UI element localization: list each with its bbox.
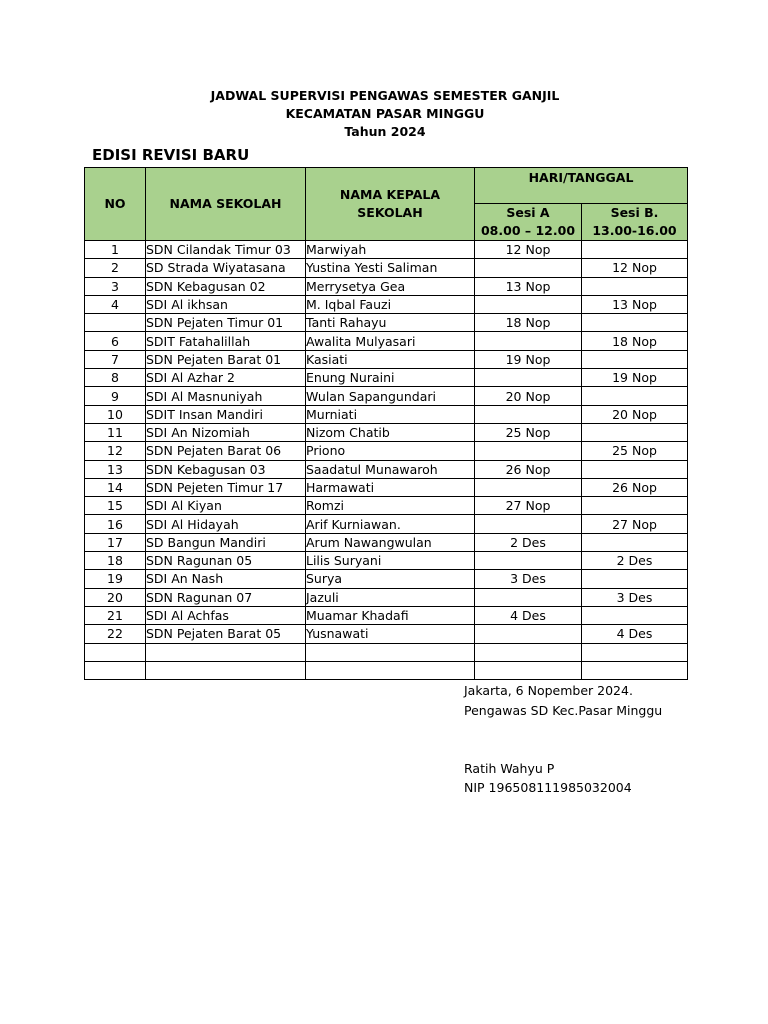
title-line-2: KECAMATAN PASAR MINGGU — [285, 106, 485, 121]
cell-sesi-b: 4 Des — [582, 625, 688, 643]
cell-no: 6 — [85, 332, 146, 350]
cell-sesi-a — [475, 661, 582, 679]
cell-sesi-a — [475, 442, 582, 460]
table-row — [85, 369, 688, 387]
header-sesi-b-time: 13.00-16.00 — [592, 223, 677, 238]
cell-sesi-a: 27 Nop — [475, 497, 582, 515]
cell-school: SDI An Nash — [146, 570, 306, 588]
cell-sesi-a: 2 Des — [475, 533, 582, 551]
cell-school: SDIT Insan Mandiri — [146, 405, 306, 423]
cell-sesi-b — [582, 606, 688, 624]
cell-sesi-b: 3 Des — [582, 588, 688, 606]
cell-head — [306, 643, 475, 661]
table-row — [85, 606, 688, 624]
cell-no: 7 — [85, 350, 146, 368]
table-row — [85, 588, 688, 606]
table-row — [85, 259, 688, 277]
cell-no: 11 — [85, 423, 146, 441]
header-day: HARI/TANGGAL — [475, 168, 688, 204]
cell-sesi-b — [582, 643, 688, 661]
cell-school: SDN Pejeten Timur 17 — [146, 478, 306, 496]
table-row — [85, 442, 688, 460]
cell-head: Arum Nawangwulan — [306, 533, 475, 551]
table-row — [85, 387, 688, 405]
cell-sesi-b — [582, 533, 688, 551]
cell-sesi-b — [582, 423, 688, 441]
cell-sesi-a: 4 Des — [475, 606, 582, 624]
signature-name: Ratih Wahyu P — [464, 761, 555, 776]
cell-sesi-b: 26 Nop — [582, 478, 688, 496]
cell-sesi-b — [582, 350, 688, 368]
cell-sesi-a — [475, 643, 582, 661]
cell-school: SD Strada Wiyatasana — [146, 259, 306, 277]
cell-school: SDI An Nizomiah — [146, 423, 306, 441]
cell-sesi-a — [475, 478, 582, 496]
cell-school: SDI Al Achfas — [146, 606, 306, 624]
cell-sesi-a — [475, 405, 582, 423]
cell-school: SDN Cilandak Timur 03 — [146, 241, 306, 259]
table-row — [85, 533, 688, 551]
cell-no: 4 — [85, 295, 146, 313]
cell-no: 9 — [85, 387, 146, 405]
cell-no: 19 — [85, 570, 146, 588]
header-head — [306, 168, 475, 241]
cell-head: Merrysetya Gea — [306, 277, 475, 295]
cell-head: Lilis Suryani — [306, 552, 475, 570]
cell-sesi-a: 18 Nop — [475, 314, 582, 332]
cell-no: 1 — [85, 241, 146, 259]
header-head-line-1: NAMA KEPALA — [339, 187, 441, 202]
cell-head: Romzi — [306, 497, 475, 515]
table-row — [85, 423, 688, 441]
cell-no — [85, 643, 146, 661]
cell-sesi-b: 19 Nop — [582, 369, 688, 387]
cell-head: Arif Kurniawan. — [306, 515, 475, 533]
cell-school: SD Bangun Mandiri — [146, 533, 306, 551]
cell-no: 10 — [85, 405, 146, 423]
cell-head: Surya — [306, 570, 475, 588]
title-line-3: Tahun 2024 — [344, 124, 426, 139]
cell-sesi-a: 26 Nop — [475, 460, 582, 478]
cell-school: SDI Al Masnuniyah — [146, 387, 306, 405]
cell-no — [85, 314, 146, 332]
table-row — [85, 460, 688, 478]
cell-school: SDI Al Hidayah — [146, 515, 306, 533]
cell-no: 14 — [85, 478, 146, 496]
cell-head: Harmawati — [306, 478, 475, 496]
cell-head: Murniati — [306, 405, 475, 423]
schedule-body — [85, 241, 688, 680]
cell-sesi-a — [475, 625, 582, 643]
table-row — [85, 241, 688, 259]
cell-school: SDN Pejaten Barat 05 — [146, 625, 306, 643]
cell-sesi-a: 13 Nop — [475, 277, 582, 295]
cell-school — [146, 661, 306, 679]
cell-sesi-a — [475, 259, 582, 277]
cell-head: Priono — [306, 442, 475, 460]
cell-sesi-b — [582, 460, 688, 478]
table-row — [85, 515, 688, 533]
cell-sesi-a — [475, 515, 582, 533]
cell-head: Awalita Mulyasari — [306, 332, 475, 350]
cell-head — [306, 661, 475, 679]
cell-sesi-b — [582, 570, 688, 588]
header-school: NAMA SEKOLAH — [146, 168, 306, 241]
cell-no: 15 — [85, 497, 146, 515]
cell-sesi-b — [582, 314, 688, 332]
cell-sesi-a: 20 Nop — [475, 387, 582, 405]
signature-role: Pengawas SD Kec.Pasar Minggu — [464, 703, 663, 718]
schedule-table — [84, 167, 688, 680]
title-line-1: JADWAL SUPERVISI PENGAWAS SEMESTER GANJIL — [210, 88, 560, 103]
cell-no: 16 — [85, 515, 146, 533]
cell-sesi-a: 3 Des — [475, 570, 582, 588]
cell-no: 21 — [85, 606, 146, 624]
table-row — [85, 570, 688, 588]
cell-school: SDI Al ikhsan — [146, 295, 306, 313]
header-no: NO — [85, 168, 146, 241]
table-row — [85, 314, 688, 332]
cell-sesi-a — [475, 295, 582, 313]
cell-no: 3 — [85, 277, 146, 295]
header-sesi-a-time: 08.00 – 12.00 — [480, 223, 576, 238]
cell-no: 22 — [85, 625, 146, 643]
cell-school: SDI Al Kiyan — [146, 497, 306, 515]
cell-school: SDN Pejaten Barat 01 — [146, 350, 306, 368]
cell-school: SDN Ragunan 07 — [146, 588, 306, 606]
signature-nip: NIP 196508111985032004 — [464, 780, 632, 795]
cell-school: SDN Kebagusan 02 — [146, 277, 306, 295]
cell-sesi-b — [582, 277, 688, 295]
cell-school: SDN Pejaten Barat 06 — [146, 442, 306, 460]
cell-no — [85, 661, 146, 679]
cell-sesi-b — [582, 387, 688, 405]
cell-sesi-a — [475, 588, 582, 606]
cell-school: SDN Ragunan 05 — [146, 552, 306, 570]
cell-sesi-b — [582, 497, 688, 515]
table-row — [85, 552, 688, 570]
table-row — [85, 625, 688, 643]
header-head-line-2: SEKOLAH — [357, 205, 423, 220]
cell-sesi-a: 12 Nop — [475, 241, 582, 259]
cell-no: 17 — [85, 533, 146, 551]
table-row — [85, 295, 688, 313]
cell-sesi-a: 25 Nop — [475, 423, 582, 441]
cell-no: 8 — [85, 369, 146, 387]
table-row — [85, 643, 688, 661]
document-title — [84, 87, 686, 141]
cell-head: Muamar Khadafi — [306, 606, 475, 624]
cell-sesi-a — [475, 552, 582, 570]
cell-head: Nizom Chatib — [306, 423, 475, 441]
cell-no: 18 — [85, 552, 146, 570]
cell-no: 2 — [85, 259, 146, 277]
cell-head: Yusnawati — [306, 625, 475, 643]
cell-sesi-b: 25 Nop — [582, 442, 688, 460]
cell-sesi-b: 12 Nop — [582, 259, 688, 277]
cell-sesi-b: 13 Nop — [582, 295, 688, 313]
table-row — [85, 661, 688, 679]
table-row — [85, 350, 688, 368]
header-sesi-b — [582, 204, 688, 241]
header-sesi-a — [475, 204, 582, 241]
cell-school — [146, 643, 306, 661]
cell-no: 13 — [85, 460, 146, 478]
cell-head: Yustina Yesti Saliman — [306, 259, 475, 277]
table-row — [85, 332, 688, 350]
cell-school: SDN Kebagusan 03 — [146, 460, 306, 478]
cell-sesi-a: 19 Nop — [475, 350, 582, 368]
signature-place-date: Jakarta, 6 Nopember 2024. — [464, 683, 633, 698]
cell-head: Wulan Sapangundari — [306, 387, 475, 405]
cell-sesi-b — [582, 241, 688, 259]
table-row — [85, 497, 688, 515]
cell-school: SDIT Fatahalillah — [146, 332, 306, 350]
cell-no: 20 — [85, 588, 146, 606]
cell-sesi-b: 20 Nop — [582, 405, 688, 423]
cell-no: 12 — [85, 442, 146, 460]
edition-label: EDISI REVISI BARU — [92, 146, 250, 164]
cell-sesi-b — [582, 661, 688, 679]
cell-head: Saadatul Munawaroh — [306, 460, 475, 478]
table-row — [85, 478, 688, 496]
cell-school: SDN Pejaten Timur 01 — [146, 314, 306, 332]
cell-sesi-b: 2 Des — [582, 552, 688, 570]
cell-sesi-b: 27 Nop — [582, 515, 688, 533]
table-row — [85, 277, 688, 295]
cell-school: SDI Al Azhar 2 — [146, 369, 306, 387]
cell-head: Marwiyah — [306, 241, 475, 259]
cell-sesi-b: 18 Nop — [582, 332, 688, 350]
header-sesi-a-label: Sesi A — [506, 205, 550, 220]
cell-sesi-a — [475, 369, 582, 387]
cell-head: Jazuli — [306, 588, 475, 606]
cell-sesi-a — [475, 332, 582, 350]
cell-head: Tanti Rahayu — [306, 314, 475, 332]
cell-head: Enung Nuraini — [306, 369, 475, 387]
cell-head: Kasiati — [306, 350, 475, 368]
header-sesi-b-label: Sesi B. — [610, 205, 659, 220]
table-row — [85, 405, 688, 423]
cell-head: M. Iqbal Fauzi — [306, 295, 475, 313]
